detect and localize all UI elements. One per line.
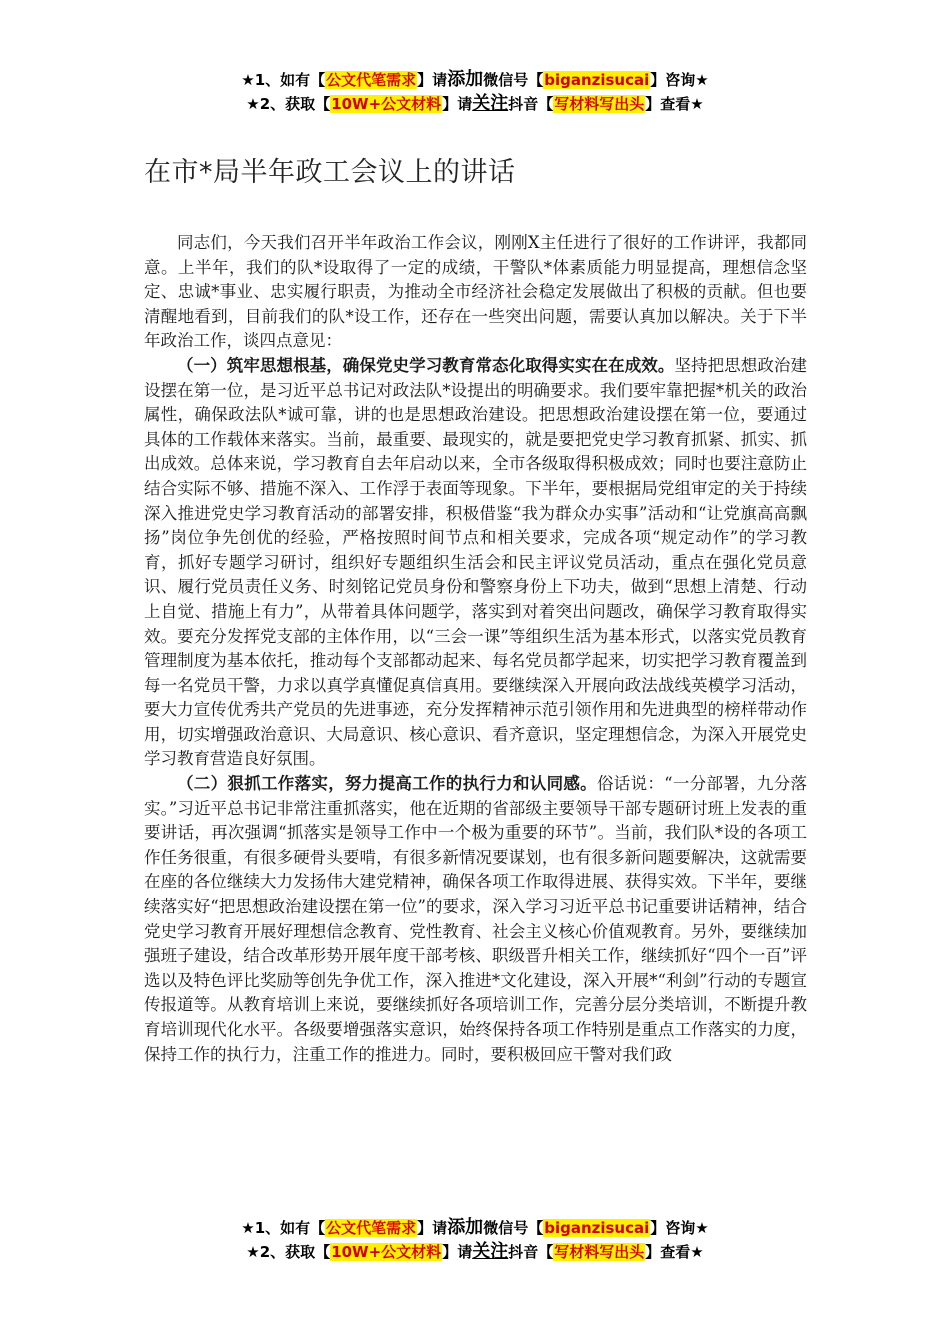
promo-text: 抖音【 xyxy=(508,95,554,113)
promo-line-1 xyxy=(0,68,950,92)
section-2-heading: （二）狠抓工作落实，努力提高工作的执行力和认同感。 xyxy=(177,774,597,794)
promo-text: 】咨询★ xyxy=(650,71,709,89)
promo-text: ★2、获取【 xyxy=(246,1243,331,1261)
promo-douyin-id: 写材料写出头 xyxy=(554,1243,645,1261)
document-body xyxy=(144,231,807,1067)
promo-highlight: 10W+公文材料 xyxy=(331,95,442,113)
promo-douyin-id: 写材料写出头 xyxy=(554,95,645,113)
promo-text: 微信号【 xyxy=(483,71,544,89)
promo-banner-top xyxy=(0,68,950,116)
promo-text: 】请 xyxy=(417,71,448,89)
promo-banner-bottom xyxy=(0,1216,950,1264)
section-2-paragraph xyxy=(144,772,807,1067)
promo-text: 】查看★ xyxy=(645,95,704,113)
promo-emphasis: 添加 xyxy=(447,69,484,90)
promo-text: 】咨询★ xyxy=(650,1219,709,1237)
promo-line-2 xyxy=(0,1240,950,1264)
section-1-heading: （一）筑牢思想根基，确保党史学习教育常态化取得实实在在成效。 xyxy=(177,355,675,375)
promo-emphasis: 添加 xyxy=(447,1217,484,1238)
promo-emphasis: 关注 xyxy=(472,1241,509,1262)
promo-highlight: 公文代笔需求 xyxy=(326,71,417,89)
section-1-body: 坚持把思想政治建设摆在第一位，是习近平总书记对政法队*设提出的明确要求。我们要牢靠把握*机关的政治属性，确保政法队*诚可靠，讲的也是思想政治建设。把思想政治建设摆在第一位，要通过具体的工作载体来落实。当前，最重要、最现实的，就是要把党史学习教育抓紧、抓实、抓出成效。总体来说，学习教育自去年启动以来，全市各级取得积极成效；同时也要注意防止结合实际不够、措施不深入、工作浮于表面等现象。下半年，要根据局党组审定的关于持续深入推进党史学习教育活动的部署安排，积极借鉴“我为群众办实事”活动和“让党旗高高飘扬”岗位争先创优的经验，严格按照时间节点和相关要求，完成各项“规定动作”的学习教育，抓好专题学习研讨，组织好专题组织生活会和民主评议党员活动，重点在强化党员意识、履行党员责任义务、时刻铭记党员身份和警察身份上下功夫，做到“思想上清楚、行动上自觉、措施上有力”，从带着具体问题学，落实到对着突出问题改，确保学习教育取得实效。要充分发挥党支部的主体作用，以“三会一课”等组织生活为基本形式，以落实党员教育管理制度为基本依托，推动每个支部都动起来、每名党员都学起来，切实把学习教育覆盖到每一名党员干警，力求以真学真懂促真信真用。要继续深入开展向政法战线英模学习活动，要大力宣传优秀共产党员的先进事迹，充分发挥精神示范引领作用和先进典型的榜样带动作用，切实增强政治意识、大局意识、核心意识、看齐意识，坚定理想信念，为深入开展党史学习教育营造良好氛围。 xyxy=(144,355,808,769)
section-1-paragraph xyxy=(144,354,807,772)
document-title: 在市*局半年政工会议上的讲话 xyxy=(144,157,516,188)
promo-text: ★2、获取【 xyxy=(246,95,331,113)
promo-text: 微信号【 xyxy=(483,1219,544,1237)
promo-highlight: 10W+公文材料 xyxy=(331,1243,442,1261)
promo-text: ★1、如有【 xyxy=(241,71,326,89)
intro-paragraph: 同志们，今天我们召开半年政治工作会议，刚刚X主任进行了很好的工作讲评，我都同意。上半年，我们的队*设取得了一定的成绩，干警队*体素质能力明显提高，理想信念坚定、忠诚*事业、忠实履行职责，为推动全市经济社会稳定发展做出了积极的贡献。但也要清醒地看到，目前我们的队*设工作，还存在一些突出问题，需要认真加以解决。关于下半年政治工作，谈四点意见： xyxy=(144,233,807,351)
promo-wechat-id: biganzisucai xyxy=(544,1219,650,1237)
promo-text: 】请 xyxy=(442,95,473,113)
promo-text: 】查看★ xyxy=(645,1243,704,1261)
promo-text: 】请 xyxy=(417,1219,448,1237)
promo-line-1 xyxy=(0,1216,950,1240)
promo-highlight: 公文代笔需求 xyxy=(326,1219,417,1237)
promo-emphasis: 关注 xyxy=(472,93,509,114)
promo-line-2 xyxy=(0,92,950,116)
promo-text: 】请 xyxy=(442,1243,473,1261)
section-2-body: 俗话说：“一分部署，九分落实。”习近平总书记非常注重抓落实，他在近期的省部级主要领导干部专题研讨班上发表的重要讲话，再次强调“抓落实是领导工作中一个极为重要的环节”。当前，我们队*设的各项工作任务很重，有很多硬骨头要啃，有很多新情况要谋划，也有很多新问题要解决，这就需要在座的各位继续大力发扬伟大建党精神，确保各项工作取得进展、获得实效。下半年，要继续落实好“把思想政治建设摆在第一位”的要求，深入学习习近平总书记重要讲话精神，结合党史学习教育开展好理想信念教育、党性教育、社会主义核心价值观教育。另外，要继续加强班子建设，结合改革形势开展年度干部考核、职级晋升相关工作，继续抓好“四个一百”评选以及特色评比奖励等创先争优工作，深入推进*文化建设，深入开展*“利剑”行动的专题宣传报道等。从教育培训上来说，要继续抓好各项培训工作，完善分层分类培训，不断提升教育培训现代化水平。各级要增强落实意识，始终保持各项工作特别是重点工作落实的力度，保持工作的执行力，注重工作的推进力。同时，要积极回应干警对我们政 xyxy=(144,774,808,1064)
promo-text: 抖音【 xyxy=(508,1243,554,1261)
promo-text: ★1、如有【 xyxy=(241,1219,326,1237)
promo-wechat-id: biganzisucai xyxy=(544,71,650,89)
